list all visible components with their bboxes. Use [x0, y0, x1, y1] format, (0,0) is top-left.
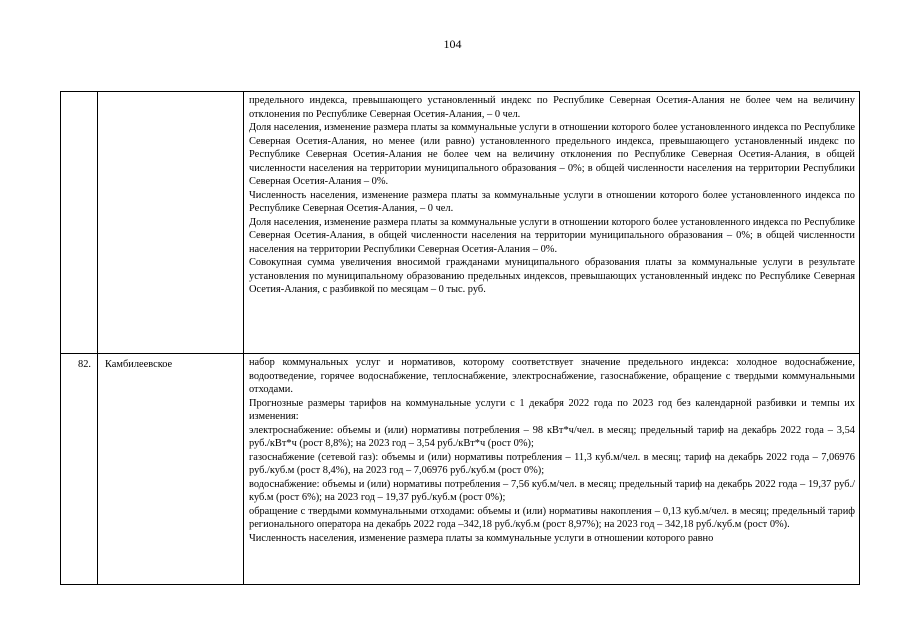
municipality-table	[60, 91, 860, 585]
municipality-name-cell	[98, 92, 244, 354]
paragraph: газоснабжение (сетевой газ): объемы и (или) нормативы потребления – 11,3 куб.м/чел. в месяц; тариф на декабрь 2022 года – 7,06976 руб./куб.м (рост 8,4%), на 2023 год – 7,06976 руб./куб.м (рост 0%);	[249, 451, 855, 476]
paragraph: Численность населения, изменение размера платы за коммунальные услуги в отношении которого более установленного индекса по Республике Северная Осетия-Алания, – 0 чел.	[249, 189, 855, 214]
description-cell	[244, 354, 860, 585]
paragraph: набор коммунальных услуг и нормативов, которому соответствует значение предельного индекса: холодное водоснабжение, водоотведение, горячее водоснабжение, теплоснабжение, электроснабжение, газоснабжение, обращение с твердыми коммунальными отходами.	[249, 357, 855, 395]
paragraph: Доля населения, изменение размера платы за коммунальные услуги в отношении которого более установленного индекса по Республике Северная Осетия-Алания, но менее (или равно) установленного предельного индекса, превышающего установленный индекс по Республике Северная Осетия-Алания не более чем на величину отклонения по Республике Северная Осетия-Алания, в общей численности населения на территории муниципального образования – 0%; в общей численности населения на территории Республики Северная Осетия-Алания – 0%.	[249, 122, 855, 187]
table-row	[61, 92, 860, 354]
paragraph: обращение с твердыми коммунальными отходами: объемы и (или) нормативы накопления – 0,13 куб.м/чел. в месяц; предельный тариф регионального оператора на декабрь 2022 года –342,18 руб./куб.м (рост 8,97%); на 2023 год – 342,18 руб./куб.м (рост 0%).	[249, 505, 855, 530]
paragraph: Прогнозные размеры тарифов на коммунальные услуги с 1 декабря 2022 года по 2023 год без календарной разбивки и темпы их изменения:	[249, 397, 855, 422]
row-number-cell: 82.	[61, 354, 98, 585]
paragraph: Совокупная сумма увеличения вносимой гражданами муниципального образования платы за коммунальные услуги в результате установления по муниципальному образованию предельных индексов, превышающих установленный индекс по Республике Северная Осетия-Алания, с разбивкой по месяцам – 0 тыс. руб.	[249, 257, 855, 295]
description-cell	[244, 92, 860, 354]
paragraph: водоснабжение: объемы и (или) нормативы потребления – 7,56 куб.м/чел. в месяц; предельный тариф на декабрь 2022 года – 19,37 руб./куб.м (рост 6%); на 2023 год – 19,37 руб./куб.м (рост 0%);	[249, 478, 855, 503]
paragraph: электроснабжение: объемы и (или) нормативы потребления – 98 кВт*ч/чел. в месяц; предельный тариф на декабрь 2022 года – 3,54 руб./кВт*ч (рост 8,8%); на 2023 год – 3,54 руб./кВт*ч (рост 0%);	[249, 424, 855, 449]
page-number: 104	[443, 37, 462, 51]
paragraph: Доля населения, изменение размера платы за коммунальные услуги в отношении которого более установленного индекса по Республике Северная Осетия-Алания, в общей численности населения на территории муниципального образования – 0%; в общей численности населения на территории Республики Северная Осетия-Алания – 0%.	[249, 216, 855, 255]
municipality-name-cell: Камбилеевское	[98, 354, 244, 585]
paragraph: предельного индекса, превышающего установленный индекс по Республике Северная Осетия-Алания не более чем на величину отклонения по Республике Северная Осетия-Алания, – 0 чел.	[249, 95, 855, 120]
paragraph: Численность населения, изменение размера платы за коммунальные услуги в отношении которого равно	[249, 532, 714, 544]
row-number-cell	[61, 92, 98, 354]
table-row	[61, 354, 860, 585]
